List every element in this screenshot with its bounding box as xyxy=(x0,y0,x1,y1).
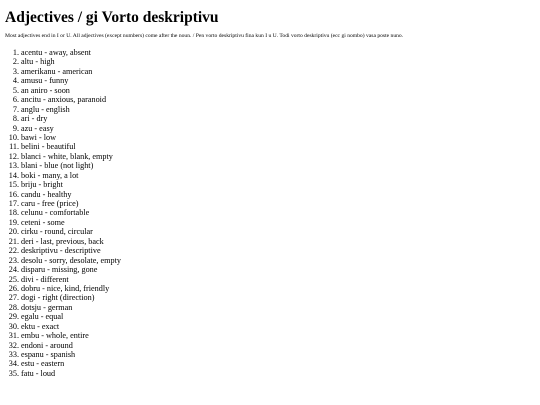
list-item xyxy=(5,57,121,66)
intro-paragraph: Most adjectives end in I or U. All adjectives (except numbers) come after the noun. / Pen vorto deskriptivu fina kun I u U. Todi vorto deskriptivu (ecc gi nombo) vasa poste nuno. xyxy=(5,33,404,39)
list-item-number: 31. xyxy=(8,331,19,341)
list-item-text: anglu - english xyxy=(21,104,70,114)
list-item-number: 18. xyxy=(8,208,19,218)
list-item xyxy=(5,114,121,123)
list-item xyxy=(5,161,121,170)
list-item-number: 24. xyxy=(8,265,19,275)
list-item-number: 28. xyxy=(8,302,19,312)
list-item-number: 22. xyxy=(8,246,19,256)
list-item-text: deri - last, previous, back xyxy=(21,236,104,246)
list-item xyxy=(5,237,121,246)
list-item-text: endoni - around xyxy=(21,340,73,350)
list-item-number: 7. xyxy=(12,104,19,114)
list-item-text: belini - beautiful xyxy=(21,142,76,152)
list-item-number: 14. xyxy=(8,170,19,180)
list-item xyxy=(5,246,121,255)
list-item xyxy=(5,86,121,95)
list-item-number: 16. xyxy=(8,189,19,199)
list-item xyxy=(5,190,121,199)
list-item-text: disparu - missing, gone xyxy=(21,265,98,275)
list-item-number: 34. xyxy=(8,359,19,369)
list-item xyxy=(5,124,121,133)
list-item xyxy=(5,265,121,274)
list-item-number: 21. xyxy=(8,236,19,246)
list-item xyxy=(5,48,121,57)
list-item xyxy=(5,95,121,104)
list-item xyxy=(5,171,121,180)
list-item-number: 1. xyxy=(12,48,19,57)
list-item-number: 20. xyxy=(8,227,19,237)
list-item-text: ancitu - anxious, paranoid xyxy=(21,95,107,105)
list-item xyxy=(5,303,121,312)
list-item-number: 19. xyxy=(8,217,19,227)
list-item-number: 3. xyxy=(12,66,19,76)
list-item xyxy=(5,133,121,142)
list-item-text: ari - dry xyxy=(21,114,48,124)
list-item xyxy=(5,227,121,236)
list-item-number: 6. xyxy=(12,95,19,105)
list-item-text: fatu - loud xyxy=(21,368,56,378)
list-item-text: desolu - sorry, desolate, empty xyxy=(21,255,121,265)
list-item-number: 15. xyxy=(8,180,19,190)
list-item xyxy=(5,293,121,302)
list-item-text: dotsju - german xyxy=(21,302,73,312)
list-item xyxy=(5,275,121,284)
list-item-text: blanci - white, blank, empty xyxy=(21,151,113,161)
list-item xyxy=(5,218,121,227)
list-item xyxy=(5,331,121,340)
list-item-number: 23. xyxy=(8,255,19,265)
list-item-number: 10. xyxy=(8,132,19,142)
list-item-text: azu - easy xyxy=(21,123,54,133)
list-item-text: espanu - spanish xyxy=(21,350,76,359)
list-item xyxy=(5,152,121,161)
list-item-number: 4. xyxy=(12,76,19,86)
list-item xyxy=(5,359,121,368)
list-item-number: 26. xyxy=(8,283,19,293)
list-item-number: 12. xyxy=(8,151,19,161)
list-item-text: cirku - round, circular xyxy=(21,227,93,237)
list-item xyxy=(5,369,121,378)
list-item-text: egalu - equal xyxy=(21,312,64,322)
list-item-text: divi - different xyxy=(21,274,69,284)
list-item xyxy=(5,208,121,217)
list-item-text: dobru - nice, kind, friendly xyxy=(21,283,110,293)
list-item-text: estu - eastern xyxy=(21,359,65,369)
list-item-text: caru - free (price) xyxy=(21,199,79,208)
list-item-number: 29. xyxy=(8,312,19,322)
list-item-number: 13. xyxy=(8,161,19,171)
list-item-text: amusu - funny xyxy=(21,76,69,86)
list-item-text: candu - healthy xyxy=(21,189,72,199)
list-item-text: ceteni - some xyxy=(21,217,65,227)
list-item xyxy=(5,256,121,265)
page-title: Adjectives / gi Vorto deskriptivu xyxy=(5,9,219,26)
list-item xyxy=(5,180,121,189)
list-item-text: bawi - low xyxy=(21,132,57,142)
list-item xyxy=(5,284,121,293)
list-item-number: 8. xyxy=(12,114,19,124)
list-item-text: altu - high xyxy=(21,57,55,67)
list-item-number: 9. xyxy=(12,123,19,133)
list-item xyxy=(5,76,121,85)
list-item xyxy=(5,350,121,359)
list-item-text: deskriptivu - descriptive xyxy=(21,246,101,256)
list-item-number: 35. xyxy=(8,368,19,378)
list-item-text: an aniro - soon xyxy=(21,85,70,95)
list-item-text: boki - many, a lot xyxy=(21,170,79,180)
list-item-text: embu - whole, entire xyxy=(21,331,89,341)
list-item xyxy=(5,199,121,208)
list-item-text: dogi - right (direction) xyxy=(21,293,95,303)
list-item-text: celunu - comfortable xyxy=(21,208,90,218)
list-item-number: 2. xyxy=(12,57,19,67)
list-item-number: 11. xyxy=(9,142,19,152)
list-item xyxy=(5,341,121,350)
list-item-text: blani - blue (not light) xyxy=(21,161,94,171)
list-item xyxy=(5,322,121,331)
list-item xyxy=(5,105,121,114)
list-item-number: 30. xyxy=(8,321,19,331)
adjective-list xyxy=(5,48,121,378)
list-item-text: acentu - away, absent xyxy=(21,48,91,57)
list-item-number: 33. xyxy=(8,350,19,359)
list-item xyxy=(5,142,121,151)
list-item-text: amerikanu - american xyxy=(21,66,93,76)
list-item-text: briju - bright xyxy=(21,180,63,190)
list-item-number: 27. xyxy=(8,293,19,303)
list-item-number: 17. xyxy=(8,199,19,208)
list-item xyxy=(5,312,121,321)
list-item xyxy=(5,67,121,76)
list-item-number: 32. xyxy=(8,340,19,350)
list-item-text: ektu - exact xyxy=(21,321,60,331)
list-item-number: 5. xyxy=(12,85,19,95)
list-item-number: 25. xyxy=(8,274,19,284)
